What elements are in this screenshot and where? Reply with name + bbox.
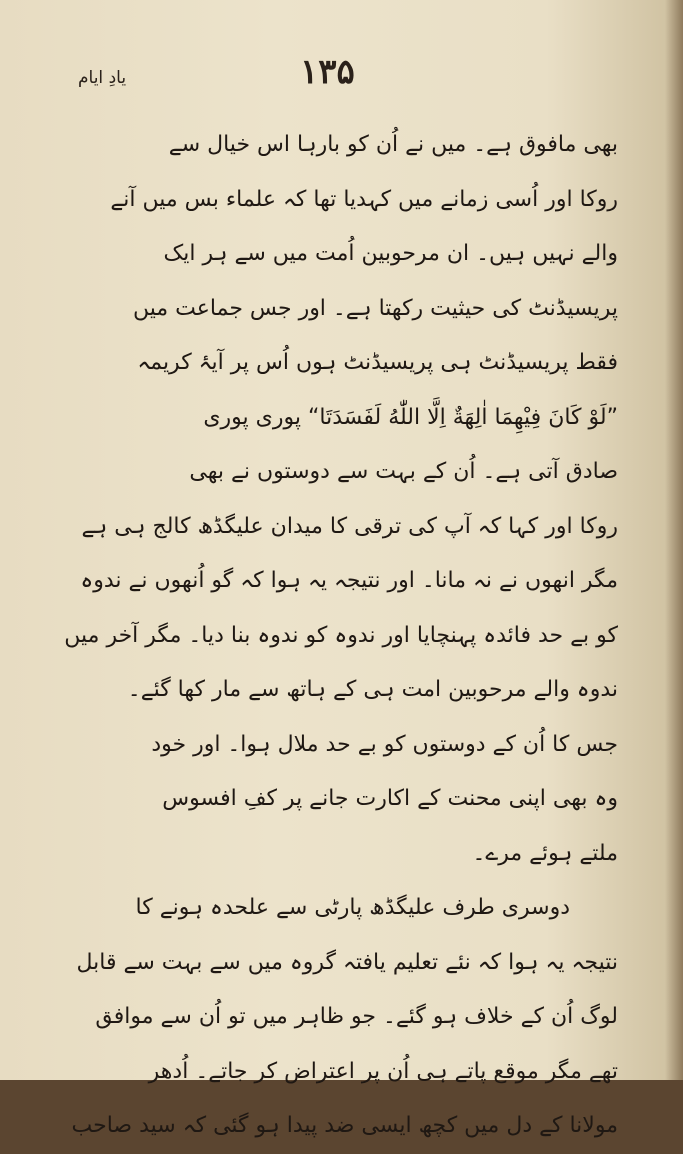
- text-line: وہ بھی اپنی محنت کے اکارت جانے پر کفِ افسوس: [162, 786, 618, 811]
- body-text: [64, 118, 618, 1154]
- running-head: یادِ ایام: [78, 68, 127, 88]
- paragraph-start-line: دوسری طرف علیگڈھ پارٹی سے علحدہ ہونے کا: [135, 895, 570, 920]
- text-line: صادق آتی ہے۔ اُن کے بہت سے دوستوں نے بھی: [189, 459, 618, 484]
- text-line: جس کا اُن کے دوستوں کو بے حد ملال ہوا۔ اور خود: [151, 731, 618, 757]
- text-line: ندوہ والے مرحوبین امت ہی کے ہاتھ سے مار کھا گئے۔: [127, 677, 618, 702]
- text-line: فقط پریسیڈنٹ ہی پریسیڈنٹ ہوں اُس پر آیۂ کریمہ: [137, 350, 618, 375]
- page-header: [0, 52, 683, 102]
- text-line: والے نہیں ہیں۔ ان مرحوبین اُمت میں سے ہر ایک: [163, 241, 618, 266]
- text-line: روکا اور اُسی زمانے میں کہدیا تھا کہ علماء بس میں آنے: [110, 186, 618, 212]
- text-line: روکا اور کہا کہ آپ کی ترقی کا میدان علیگڈھ کالج ہی ہے: [81, 513, 618, 539]
- quranic-quote-line: ”لَوْ کَانَ فِیْهِمَا اٰلِهَةٌ اِلَّا اللّٰهُ لَفَسَدَتَا“ پوری پوری: [203, 404, 618, 430]
- text-line: مگر انھوں نے نہ مانا۔ اور نتیجہ یہ ہوا کہ گو اُنھوں نے ندوہ: [80, 568, 618, 593]
- text-line: مولانا کے دل میں کچھ ایسی ضد پیدا ہو گئی کہ سید صاحب: [71, 1113, 618, 1138]
- text-line: بھی مافوق ہے۔ میں نے اُن کو بارہا اس خیال سے: [168, 132, 618, 157]
- page-number: ۱۳۵: [300, 52, 355, 92]
- text-line: تھے مگر موقع پاتے ہی اُن پر اعتراض کر جاتے۔ اُدھر: [148, 1058, 618, 1084]
- text-line: لوگ اُن کے خلاف ہو گئے۔ جو ظاہر میں تو اُن سے موافق: [95, 1004, 618, 1029]
- text-line: پریسیڈنٹ کی حیثیت رکھتا ہے۔ اور جس جماعت میں: [133, 295, 618, 321]
- text-line: کو بے حد فائدہ پہنچایا اور ندوہ کو ندوہ بنا دیا۔ مگر آخر میں: [64, 622, 618, 648]
- text-line: نتیجہ یہ ہوا کہ نئے تعلیم یافتہ گروہ میں سے بہت سے قابل: [76, 949, 618, 975]
- text-line: ملتے ہوئے مرے۔: [472, 840, 618, 866]
